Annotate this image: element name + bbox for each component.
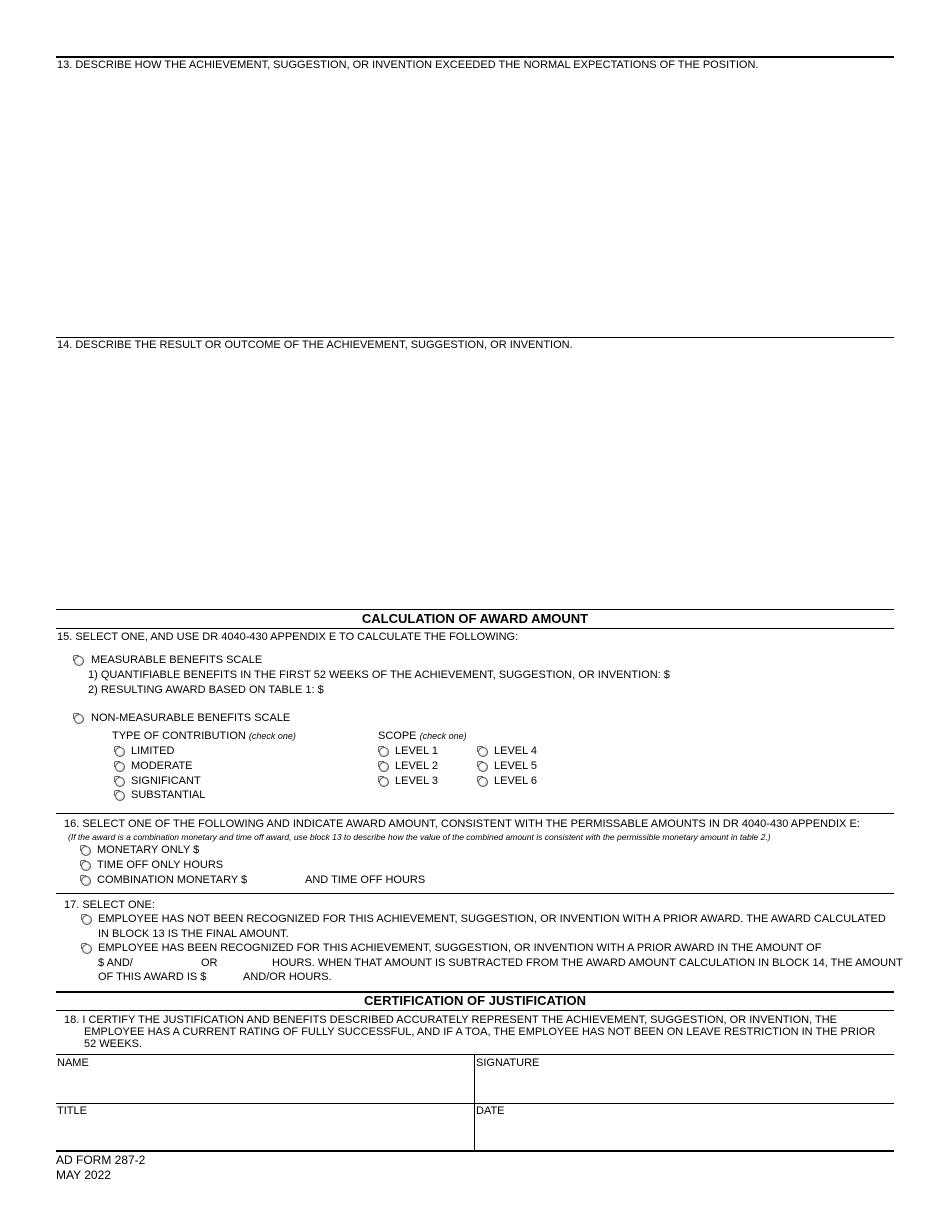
- type-heading-text: TYPE OF CONTRIBUTION: [112, 730, 246, 742]
- combination-monetary-label: COMBINATION MONETARY $: [97, 874, 248, 886]
- name-label: NAME: [57, 1057, 89, 1069]
- top-rule: [56, 56, 894, 58]
- block14-text-area[interactable]: [56, 354, 894, 606]
- type-limited-label: LIMITED: [131, 745, 175, 757]
- monetary-only-radio[interactable]: [81, 846, 91, 856]
- form-id: AD FORM 287-2: [56, 1153, 146, 1167]
- type-limited-radio[interactable]: [115, 747, 125, 757]
- measurable-benefits-radio[interactable]: [74, 656, 84, 666]
- cert-statement-line2: EMPLOYEE HAS A CURRENT RATING OF FULLY SUCCESSFUL, AND IF A TOA, THE EMPLOYEE HAS NOT BEEN ON LEAVE RESTRICTION IN THE PRIOR: [84, 1026, 876, 1038]
- block14-label: 14. DESCRIBE THE RESULT OR OUTCOME OF THE ACHIEVEMENT, SUGGESTION, OR INVENTION.: [57, 339, 573, 351]
- calc-section-title: CALCULATION OF AWARD AMOUNT: [361, 611, 589, 626]
- block16-rule: [56, 813, 894, 814]
- scope-heading: [378, 730, 467, 742]
- block13-label: 13. DESCRIBE HOW THE ACHIEVEMENT, SUGGESTION, OR INVENTION EXCEEDED THE NORMAL EXPECTATIONS OF THE POSITION.: [57, 59, 759, 71]
- block17-label: 17. SELECT ONE:: [64, 899, 155, 911]
- title-field[interactable]: [57, 1118, 472, 1149]
- resulting-award-line: 2) RESULTING AWARD BASED ON TABLE 1: $: [88, 684, 324, 696]
- level-3-label: LEVEL 3: [395, 775, 439, 787]
- or-label: OR: [201, 957, 218, 969]
- block16-label: 16. SELECT ONE OF THE FOLLOWING AND INDICATE AWARD AMOUNT, CONSISTENT WITH THE PERMISSABLE AMOUNTS IN DR 4040-430 APPENDIX E:: [64, 818, 860, 830]
- quantifiable-benefits-line: 1) QUANTIFIABLE BENEFITS IN THE FIRST 52 WEEKS OF THE ACHIEVEMENT, SUGGESTION, OR INVENTION: $: [88, 669, 670, 681]
- prior-hours-text: HOURS. WHEN THAT AMOUNT IS SUBTRACTED FROM THE AWARD AMOUNT CALCULATION IN BLOCK 14, THE AMOUNT: [272, 957, 903, 969]
- cert-section-title: CERTIFICATION OF JUSTIFICATION: [364, 993, 586, 1008]
- block13-text-area[interactable]: [56, 74, 894, 336]
- level-6-radio[interactable]: [478, 777, 488, 787]
- level-5-radio[interactable]: [478, 762, 488, 772]
- prior-amount-label: $ AND/: [98, 957, 133, 969]
- time-off-only-radio[interactable]: [81, 861, 91, 871]
- block16-note: (If the award is a combination monetary and time off award, use block 13 to describe how the value of the combined amount is consistent with the permissible monetary amount in table 2.): [68, 832, 771, 842]
- calc-title-rule-top: [56, 609, 894, 610]
- level-1-radio[interactable]: [379, 747, 389, 757]
- combination-radio[interactable]: [81, 876, 91, 886]
- date-field[interactable]: [477, 1118, 892, 1149]
- not-recognized-line2: IN BLOCK 13 IS THE FINAL AMOUNT.: [98, 928, 289, 940]
- award-amount-label: OF THIS AWARD IS $: [98, 971, 207, 983]
- block17-rule: [56, 893, 894, 894]
- cert-title-rule-bottom: [56, 1010, 894, 1011]
- type-moderate-label: MODERATE: [131, 760, 193, 772]
- type-hint-text: (check one): [248, 731, 296, 741]
- signature-field[interactable]: [477, 1070, 892, 1102]
- level-2-radio[interactable]: [379, 762, 389, 772]
- signature-table-bottom-rule: [56, 1150, 894, 1152]
- non-measurable-benefits-label: NON-MEASURABLE BENEFITS SCALE: [91, 712, 291, 724]
- monetary-only-label: MONETARY ONLY $: [97, 844, 200, 856]
- level-3-radio[interactable]: [379, 777, 389, 787]
- combination-time-off-label: AND TIME OFF HOURS: [305, 874, 426, 886]
- type-significant-label: SIGNIFICANT: [131, 775, 201, 787]
- measurable-benefits-label: MEASURABLE BENEFITS SCALE: [91, 654, 263, 666]
- recognized-line1: EMPLOYEE HAS BEEN RECOGNIZED FOR THIS ACHIEVEMENT, SUGGESTION, OR INVENTION WITH A PRIOR AWARD IN THE AMOUNT OF: [98, 942, 822, 954]
- level-5-label: LEVEL 5: [494, 760, 538, 772]
- scope-hint-text: (check one): [419, 731, 467, 741]
- level-2-label: LEVEL 2: [395, 760, 439, 772]
- type-moderate-radio[interactable]: [115, 762, 125, 772]
- date-label: DATE: [476, 1105, 505, 1117]
- level-4-label: LEVEL 4: [494, 745, 538, 757]
- form-date: MAY 2022: [56, 1168, 111, 1182]
- time-off-only-label: TIME OFF ONLY HOURS: [97, 859, 224, 871]
- recognized-radio[interactable]: [82, 944, 92, 954]
- signature-label: SIGNATURE: [476, 1057, 540, 1069]
- level-4-radio[interactable]: [478, 747, 488, 757]
- signature-table-mid-rule: [56, 1103, 894, 1104]
- cert-statement-line3: 52 WEEKS.: [84, 1038, 143, 1050]
- level-1-label: LEVEL 1: [395, 745, 439, 757]
- not-recognized-radio[interactable]: [82, 915, 92, 925]
- block14-rule: [56, 337, 894, 338]
- type-of-contribution-heading: [112, 730, 296, 742]
- calc-title-rule-bottom: [56, 628, 894, 629]
- block15-label: 15. SELECT ONE, AND USE DR 4040-430 APPENDIX E TO CALCULATE THE FOLLOWING:: [57, 631, 519, 643]
- cert-statement-line1: 18. I CERTIFY THE JUSTIFICATION AND BENEFITS DESCRIBED ACCURATELY REPRESENT THE ACHIEVEMENT, SUGGESTION, OR INVENTION, THE: [64, 1014, 837, 1026]
- scope-heading-text: SCOPE: [378, 730, 417, 742]
- type-significant-radio[interactable]: [115, 777, 125, 787]
- type-substantial-radio[interactable]: [115, 791, 125, 801]
- not-recognized-line1: EMPLOYEE HAS NOT BEEN RECOGNIZED FOR THIS ACHIEVEMENT, SUGGESTION, OR INVENTION WITH A PRIOR AWARD. THE AWARD CALCULATED: [98, 913, 886, 925]
- signature-table-top-rule: [56, 1054, 894, 1055]
- award-hours-label: AND/OR HOURS.: [243, 971, 332, 983]
- type-substantial-label: SUBSTANTIAL: [131, 789, 206, 801]
- name-field[interactable]: [57, 1070, 472, 1102]
- level-6-label: LEVEL 6: [494, 775, 538, 787]
- non-measurable-benefits-radio[interactable]: [74, 714, 84, 724]
- title-label: TITLE: [57, 1105, 87, 1117]
